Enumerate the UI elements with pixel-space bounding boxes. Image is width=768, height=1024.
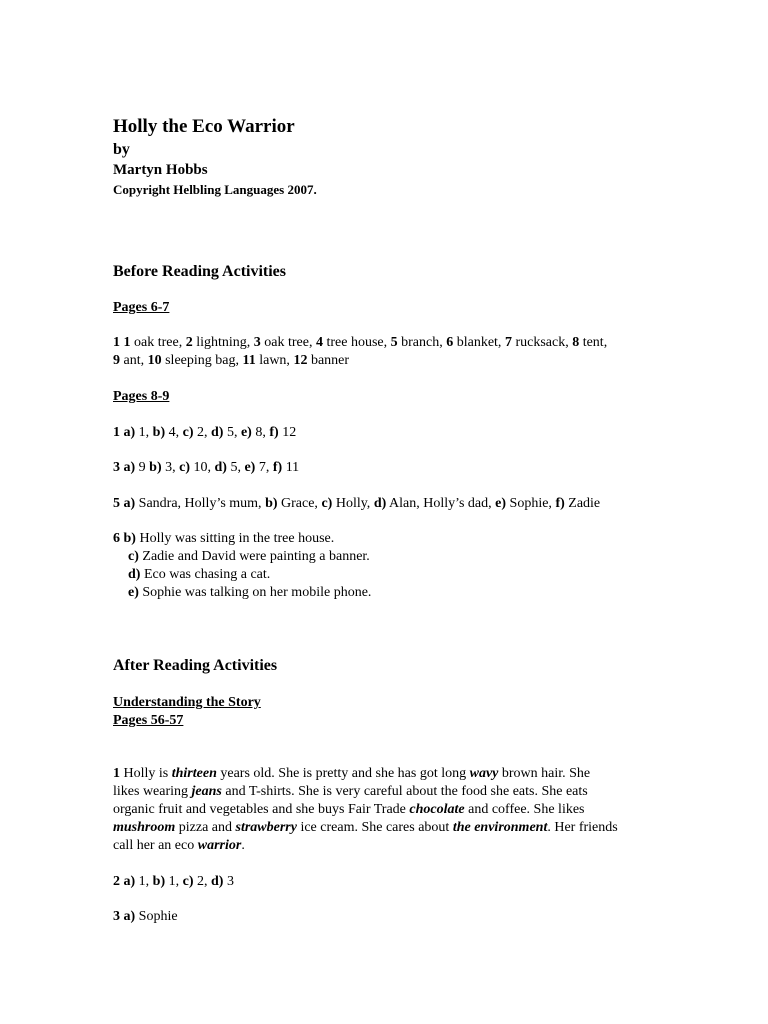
answer-number: e) (495, 496, 507, 511)
paragraph-text: 1 (113, 766, 120, 781)
answer-text: 5, (223, 425, 241, 440)
answer-text: Holly, (332, 496, 374, 511)
answer-number: d) (373, 496, 387, 511)
pages-6-7-label: Pages 6-7 (113, 300, 170, 315)
answer-word: mushroom (113, 820, 176, 835)
answer-number: 10 (147, 353, 162, 368)
story-para-line (113, 783, 588, 801)
answer-3-line (113, 459, 299, 477)
after-answer-3-line (113, 908, 178, 926)
paragraph-text: call her an eco (113, 838, 198, 853)
answer-number: 3 (253, 335, 261, 350)
answer-1-line (113, 424, 296, 442)
paragraph-text: . (241, 838, 245, 853)
answer-number: 5 a) (113, 496, 136, 511)
answer-number: 3 a) (113, 460, 136, 475)
answer-text: Eco was chasing a cat. (140, 567, 271, 582)
answer-text: blanket, (453, 335, 505, 350)
paragraph-text: pizza and (175, 820, 236, 835)
paragraph-text: brown hair. She (498, 766, 591, 781)
answer-number: c) (128, 549, 139, 564)
answer-number: b) (265, 496, 278, 511)
answer-number: f) (269, 425, 279, 440)
story-para-line (113, 819, 618, 837)
understanding-story-label: Understanding the Story (113, 695, 261, 710)
answer-6-line-d (113, 566, 270, 584)
answer-text: Alan, Holly’s dad, (386, 496, 496, 511)
answer-word: strawberry (235, 820, 297, 835)
answer-text: 11 (282, 460, 300, 475)
answer-number: b) (152, 425, 166, 440)
answer-number: 4 (315, 335, 323, 350)
answer-text: 12 (278, 425, 297, 440)
answer-number: 1 1 (113, 335, 131, 350)
answer-text: oak tree, (260, 335, 316, 350)
answer-text: rucksack, (511, 335, 573, 350)
answer-text: 1, (165, 874, 183, 889)
answer-word: thirteen (171, 766, 217, 781)
answer-text: ant, (120, 353, 148, 368)
answer-word: chocolate (409, 802, 465, 817)
answer-text: Zadie and David were painting a banner. (138, 549, 370, 564)
story-para-line (113, 837, 245, 855)
paragraph-text: and coffee. She likes (464, 802, 585, 817)
answer-word: jeans (191, 784, 222, 799)
answer-text: Sophie was talking on her mobile phone. (138, 585, 372, 600)
answer-word: warrior (197, 838, 242, 853)
answer-number: c) (321, 496, 333, 511)
paragraph-text: ice cream. She cares about (296, 820, 453, 835)
answer-6-line-b (113, 530, 334, 548)
story-para-line (113, 765, 590, 783)
author-name: Martyn Hobbs (113, 162, 208, 178)
answer-number: f) (555, 496, 565, 511)
answer-number: 5 (390, 335, 398, 350)
answer-number: d) (211, 874, 224, 889)
answer-number: b) (149, 460, 162, 475)
answer-number: c) (179, 460, 191, 475)
answer-text: 3, (161, 460, 180, 475)
answer-text: tent, (579, 335, 608, 350)
answer-text: Grace, (277, 496, 322, 511)
answer-text: tree house, (322, 335, 391, 350)
answer-word: wavy (469, 766, 499, 781)
paragraph-text: Holly is (120, 766, 172, 781)
answer-number: 11 (242, 353, 256, 368)
answer-text: lawn, (255, 353, 294, 368)
answer-text: Zadie (564, 496, 601, 511)
paragraph-text: organic fruit and vegetables and she buys Fair Trade (113, 802, 410, 817)
answer-number: 2 a) (113, 874, 136, 889)
answer-number: d) (128, 567, 141, 582)
paragraph-text: . Her friends (547, 820, 618, 835)
answer-number: 9 (113, 353, 120, 368)
answer-text: banner (307, 353, 350, 368)
after-reading-heading: After Reading Activities (113, 657, 278, 674)
pages-56-57-label: Pages 56-57 (113, 713, 184, 728)
answer-text: Sophie (135, 909, 178, 924)
before-q1-line1 (113, 334, 607, 352)
answer-number: 1 a) (113, 425, 136, 440)
pages-8-9-label: Pages 8-9 (113, 389, 170, 404)
answer-number: d) (211, 425, 224, 440)
before-reading-heading: Before Reading Activities (113, 263, 287, 280)
answer-text: 3 (223, 874, 234, 889)
answer-number: 7 (504, 335, 512, 350)
answer-number: e) (128, 585, 139, 600)
answer-text: sleeping bag, (161, 353, 243, 368)
answer-text: 2, (193, 874, 212, 889)
answer-text: 4, (165, 425, 183, 440)
story-para-line (113, 801, 585, 819)
answer-6-line-c (113, 548, 370, 566)
answer-text: 1, (135, 425, 153, 440)
copyright-line: Copyright Helbling Languages 2007. (113, 182, 317, 197)
answer-6-line-e (113, 584, 371, 602)
doc-title: Holly the Eco Warrior (113, 116, 295, 137)
after-answer-2-line (113, 873, 234, 891)
answer-word: the environment (452, 820, 548, 835)
answer-number: c) (182, 425, 194, 440)
paragraph-text: likes wearing (113, 784, 192, 799)
answer-text: 7, (255, 460, 273, 475)
paragraph-text: years old. She is pretty and she has got long (216, 766, 470, 781)
answer-text: branch, (397, 335, 447, 350)
paragraph-text: and T-shirts. She is very careful about the food she eats. She eats (221, 784, 588, 799)
answer-text: 5, (226, 460, 245, 475)
answer-number: f) (272, 460, 283, 475)
answer-number: e) (240, 425, 252, 440)
by-line: by (113, 141, 130, 158)
answer-text: 1, (135, 874, 153, 889)
answer-text: Holly was sitting in the tree house. (135, 531, 335, 546)
answer-number: 3 a) (113, 909, 136, 924)
answer-number: 8 (572, 335, 580, 350)
answer-text: Sandra, Holly’s mum, (135, 496, 266, 511)
answer-text: 9 (135, 460, 150, 475)
answer-number: b) (152, 874, 166, 889)
answer-text: 2, (193, 425, 212, 440)
answer-text: 8, (251, 425, 270, 440)
answer-text: oak tree, (130, 335, 186, 350)
answer-text: lightning, (192, 335, 254, 350)
answer-number: c) (182, 874, 194, 889)
answer-text: Sophie, (506, 496, 556, 511)
answer-5-line (113, 495, 600, 513)
answer-number: 2 (185, 335, 193, 350)
before-q1-line2 (113, 352, 349, 370)
answer-number: 6 (446, 335, 454, 350)
answer-number: e) (244, 460, 256, 475)
answer-number: 6 b) (113, 531, 136, 546)
answer-text: 10, (190, 460, 215, 475)
answer-number: 12 (293, 353, 308, 368)
answer-number: d) (214, 460, 227, 475)
